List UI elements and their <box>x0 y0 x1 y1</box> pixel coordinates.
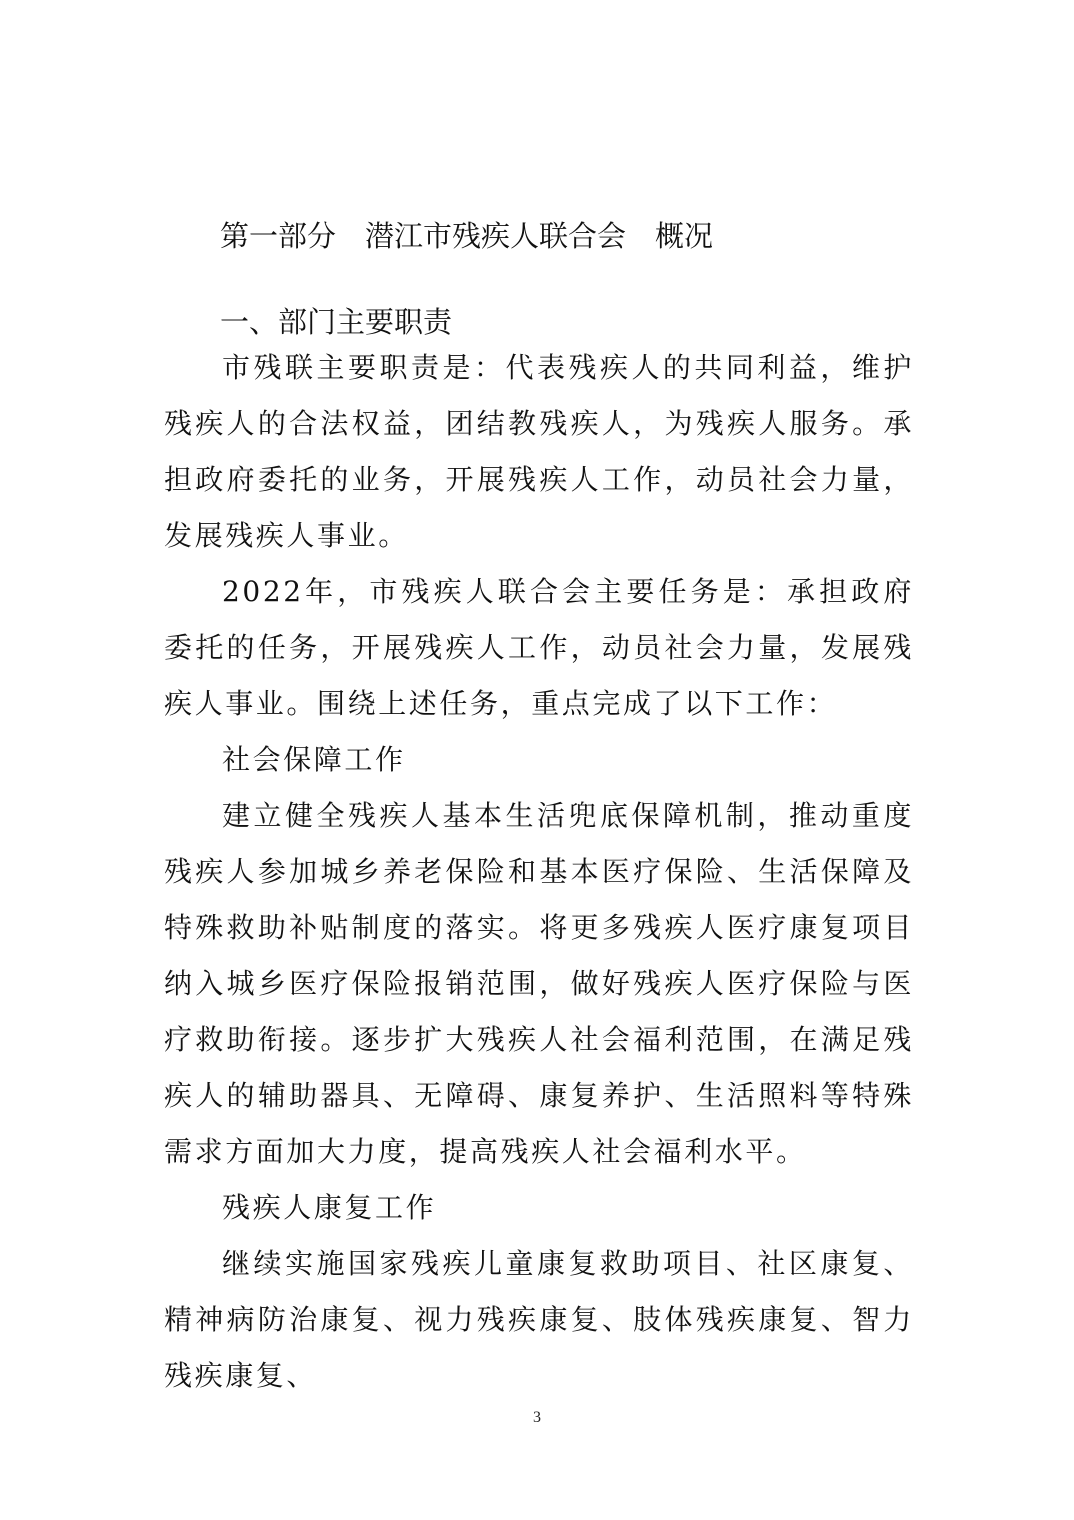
rehabilitation-paragraph: 继续实施国家残疾儿童康复救助项目、社区康复、精神病防治康复、视力残疾康复、肢体残疾康复、智力残疾康复、 <box>164 1247 914 1392</box>
social-security-paragraph: 建立健全残疾人基本生活兜底保障机制，推动重度残疾人参加城乡养老保险和基本医疗保险、生活保障及特殊救助补贴制度的落实。将更多残疾人医疗康复项目纳入城乡医疗保险报销范围，做好残疾人医疗保险与医疗救助衔接。逐步扩大残疾人社会福利范围，在满足残疾人的辅助器具、无障碍、康复养护、生活照料等特殊需求方面加大力度，提高残疾人社会福利水平。 <box>164 799 914 1168</box>
page-number: 3 <box>533 1409 541 1426</box>
part-title: 第一部分 潜江市残疾人联合会 概况 <box>220 219 714 253</box>
social-security-heading: 社会保障工作 <box>222 743 406 776</box>
tasks-2022-paragraph: 2022年，市残疾人联合会主要任务是：承担政府委托的任务，开展残疾人工作，动员社会力量，发展残疾人事业。围绕上述任务，重点完成了以下工作： <box>164 575 914 720</box>
rehabilitation-heading: 残疾人康复工作 <box>222 1191 437 1224</box>
duties-paragraph: 市残联主要职责是：代表残疾人的共同利益，维护残疾人的合法权益，团结教残疾人，为残疾人服务。承担政府委托的业务，开展残疾人工作，动员社会力量，发展残疾人事业。 <box>164 351 914 552</box>
section-title: 一、部门主要职责 <box>220 305 453 339</box>
